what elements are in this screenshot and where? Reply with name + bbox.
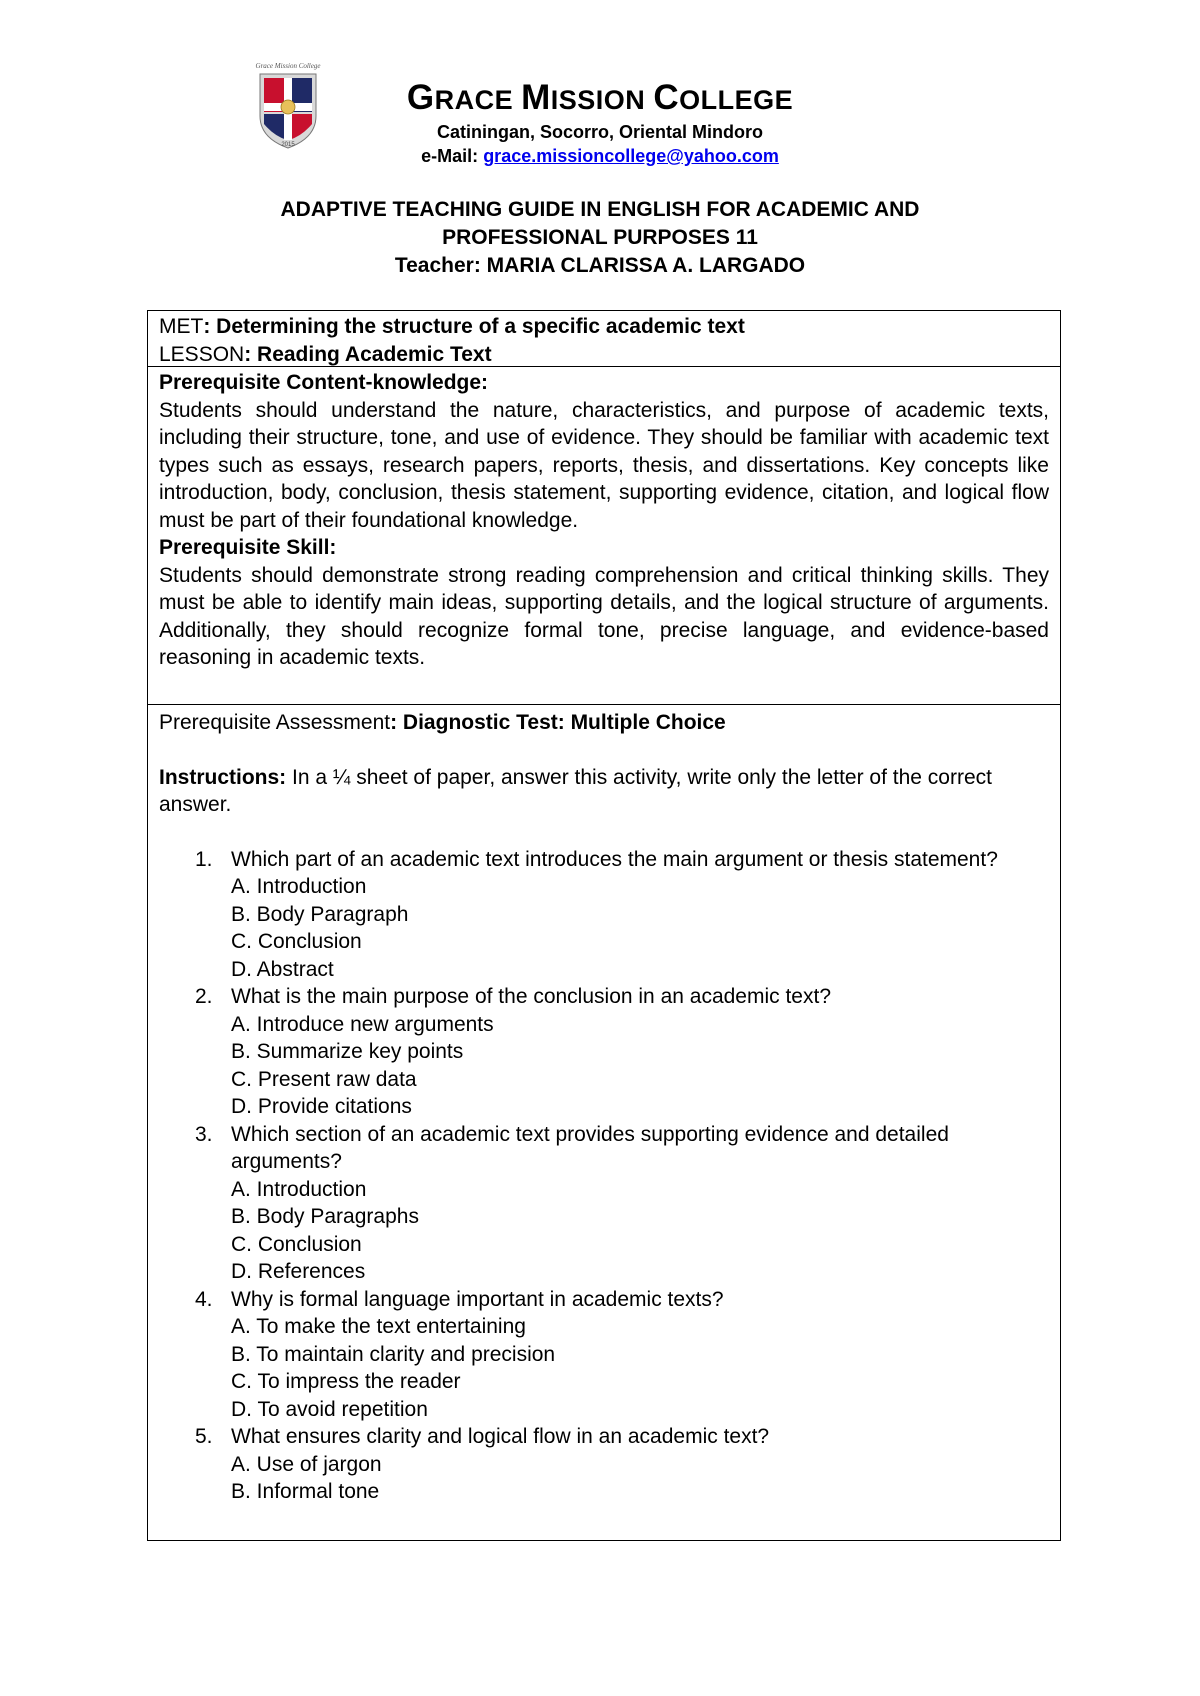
answer-option: C. Conclusion (231, 1232, 362, 1256)
question-number: 2. (195, 985, 213, 1008)
teacher-line: Teacher: MARIA CLARISSA A. LARGADO (394, 254, 806, 277)
content-knowledge-heading: Prerequisite Content-knowledge: (159, 371, 489, 394)
spacer (159, 737, 1049, 764)
assessment-line (159, 709, 1049, 737)
college-address: Catiningan, Socorro, Oriental Mindoro (436, 122, 763, 142)
answer-option: B. Informal tone (231, 1480, 380, 1503)
college-name: GRACE MISSION COLLEGE (406, 78, 794, 117)
question-text: What is the main purpose of the conclusion in an academic text? (231, 985, 831, 1008)
answer-option: B. To maintain clarity and precision (231, 1342, 556, 1366)
met-value: : Determining the structure of a specific academic text (203, 315, 745, 338)
question-number: 5. (195, 1425, 213, 1448)
svg-text:Grace Mission College: Grace Mission College (255, 62, 321, 70)
question-number: 1. (195, 847, 213, 871)
question-number: 4. (195, 1287, 213, 1311)
question-item (159, 846, 1049, 984)
spacer (159, 819, 1049, 846)
assessment-label: Prerequisite Assessment (159, 711, 391, 734)
met-line (159, 313, 1049, 341)
answer-option: B. Body Paragraphs (231, 1205, 419, 1228)
answer-option: C. Conclusion (231, 930, 362, 953)
question-text: Which section of an academic text provides supporting evidence and detailed arguments? (231, 1122, 949, 1173)
question-text: What ensures clarity and logical flow in an academic text? (231, 1425, 770, 1448)
answer-option: A. To make the text entertaining (231, 1315, 526, 1338)
document-header (0, 0, 1200, 300)
met-label: MET (159, 315, 204, 338)
answer-option: A. Use of jargon (231, 1452, 382, 1476)
skill-text: Students should demonstrate strong reading comprehension and critical thinking skills. They must be able to identify main ideas, supporting details, and the logical structure of arguments. Additionally, they should recognize formal tone, precise language, and evidence-based reasoning in academic texts. (159, 563, 1049, 669)
question-list (159, 846, 1049, 1506)
question-item (159, 1286, 1049, 1424)
question-text: Which part of an academic text introduces the main argument or thesis statement? (231, 847, 998, 871)
svg-text:2015: 2015 (281, 142, 295, 148)
instructions (159, 764, 1049, 819)
answer-option: C. Present raw data (231, 1067, 417, 1091)
lesson-label: LESSON (159, 342, 245, 366)
instructions-label: Instructions: (159, 765, 287, 789)
answer-option: C. To impress the reader (231, 1370, 461, 1393)
answer-option: D. Abstract (231, 957, 334, 981)
met-lesson-cell (148, 311, 1060, 367)
content-knowledge-text: Students should understand the nature, characteristics, and purpose of academic texts, including their structure, tone, and use of evidence. They should be familiar with academic text types such as essays, research papers, reports, thesis, and dissertations. Key concepts like introduction, body, conclusion, thesis statement, supporting evidence, citation, and logical flow must be part of their foundational knowledge. (159, 398, 1049, 532)
answer-option: D. References (231, 1260, 366, 1283)
title-line-1: ADAPTIVE TEACHING GUIDE IN ENGLISH FOR ACADEMIC AND (280, 198, 920, 221)
instructions-text: In a ¼ sheet of paper, answer this activity, write only the letter of the correct answer. (159, 765, 992, 816)
email-label: e-Mail: (421, 146, 479, 166)
skill-heading: Prerequisite Skill: (159, 536, 337, 559)
document-title (0, 196, 1200, 280)
email-link[interactable]: grace.missioncollege@yahoo.com (483, 146, 779, 166)
answer-option: D. To avoid repetition (231, 1397, 428, 1421)
answer-option: A. Introduction (231, 1177, 367, 1201)
answer-option: B. Body Paragraph (231, 902, 409, 926)
answer-option: D. Provide citations (231, 1095, 412, 1118)
college-email-line (0, 146, 1200, 167)
prerequisite-cell (148, 367, 1060, 705)
answer-option: A. Introduce new arguments (231, 1012, 494, 1036)
answer-option: A. Introduction (231, 875, 367, 898)
question-item (159, 1121, 1049, 1286)
assessment-value: : Diagnostic Test: Multiple Choice (390, 711, 726, 734)
assessment-cell (148, 705, 1060, 1540)
title-line-2: PROFESSIONAL PURPOSES 11 (442, 226, 758, 249)
question-number: 3. (195, 1122, 213, 1146)
lesson-line (159, 341, 1049, 369)
question-item (159, 1423, 1049, 1506)
lesson-value: : Reading Academic Text (244, 342, 492, 366)
teaching-guide-table (147, 310, 1061, 1541)
question-item (159, 983, 1049, 1121)
question-text: Why is formal language important in academic texts? (231, 1287, 724, 1311)
answer-option: B. Summarize key points (231, 1040, 464, 1063)
